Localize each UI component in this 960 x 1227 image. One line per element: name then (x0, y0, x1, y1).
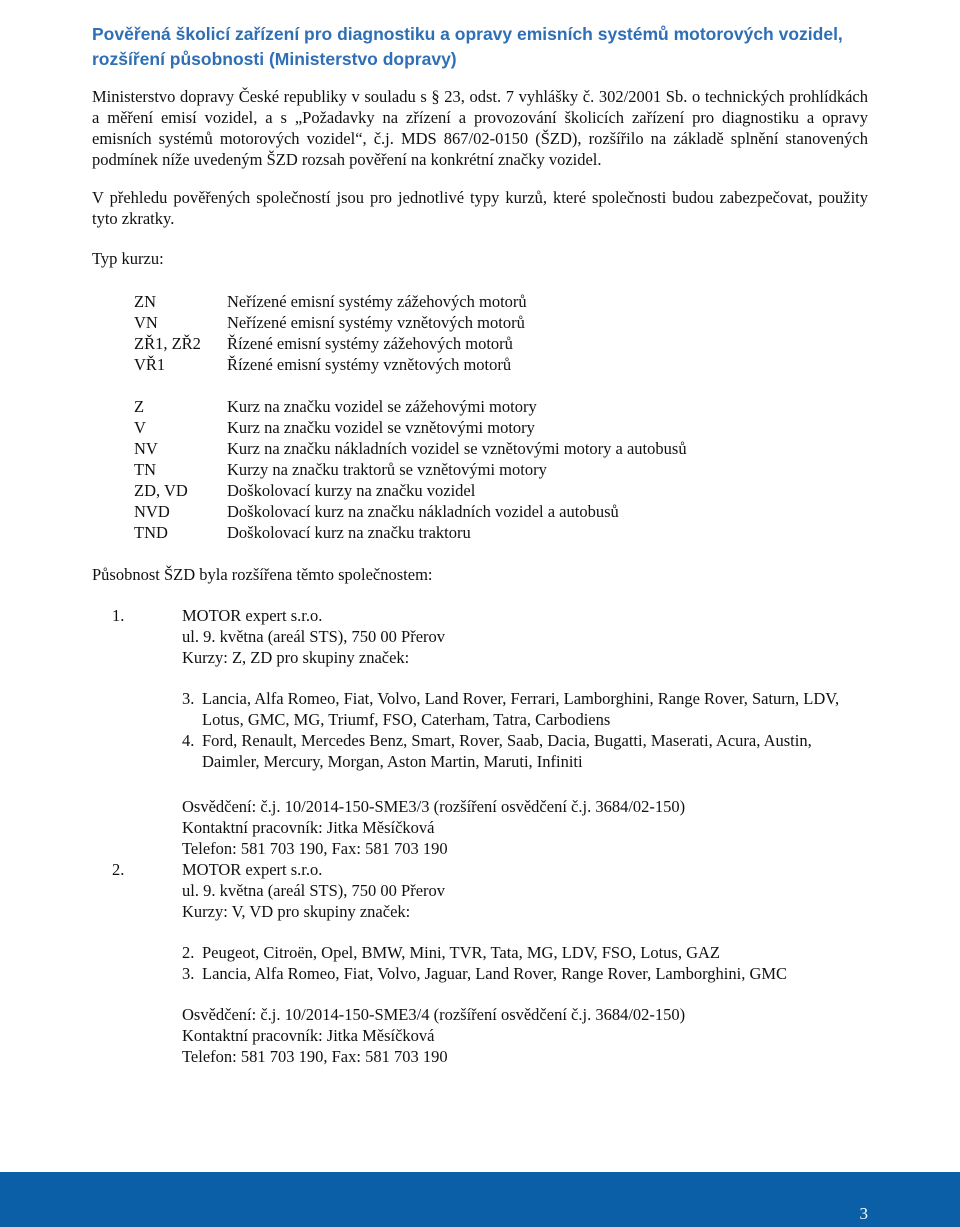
company-number: 2. (112, 860, 125, 879)
code-description: Kurz na značku vozidel se zážehovými motory (227, 397, 537, 416)
brand-group-brands: Lancia, Alfa Romeo, Fiat, Volvo, Jaguar, Land Rover, Range Rover, Lamborghini, GMC (202, 964, 788, 983)
footer-band (0, 1172, 960, 1227)
brand-group-number: 2. (182, 943, 195, 962)
code-row (134, 333, 868, 354)
code-description: Řízené emisní systémy vznětových motorů (227, 355, 512, 374)
company-name: MOTOR expert s.r.o. (182, 606, 323, 625)
code-row (134, 480, 868, 501)
company-name: MOTOR expert s.r.o. (182, 860, 323, 879)
code-row (134, 354, 868, 375)
code-description: Řízené emisní systémy zážehových motorů (227, 334, 513, 353)
brand-group-brands: Lancia, Alfa Romeo, Fiat, Volvo, Land Rover, Ferrari, Lamborghini, Range Rover, Saturn, LDV, Lotus, GMC, MG, Triumf, FSO, Caterham, Tatra, Carbodiens (202, 689, 840, 729)
course-code-legend (134, 291, 868, 543)
company-certificate: Osvědčení: č.j. 10/2014-150-SME3/3 (rozšíření osvědčení č.j. 3684/02-150) (182, 797, 686, 816)
brand-group-number: 4. (182, 731, 195, 750)
code-description: Kurz na značku vozidel se vznětovými motory (227, 418, 535, 437)
company-phone: Telefon: 581 703 190, Fax: 581 703 190 (182, 839, 448, 858)
brand-group (182, 942, 868, 963)
company-entry-2 (112, 859, 868, 1067)
code-row (134, 501, 868, 522)
code-description: Neřízené emisní systémy vznětových motorů (227, 313, 525, 332)
brand-group-number: 3. (182, 689, 195, 708)
brand-code-group (134, 396, 868, 543)
company-courses: Kurzy: Z, ZD pro skupiny značek: (182, 648, 410, 667)
code-abbreviation: VŘ1 (134, 355, 166, 374)
page-title (92, 22, 868, 72)
document-page (92, 22, 868, 1067)
company-number: 1. (112, 606, 125, 625)
code-row (134, 291, 868, 312)
emission-code-group (134, 291, 868, 375)
code-description: Kurz na značku nákladních vozidel se vznětovými motory a autobusů (227, 439, 687, 458)
course-type-label: Typ kurzu: (92, 249, 164, 268)
scope-intro: Působnost ŠZD byla rozšířena těmto společnostem: (92, 565, 433, 584)
code-row (134, 312, 868, 333)
code-abbreviation: TN (134, 460, 156, 479)
brand-group-number: 3. (182, 964, 195, 983)
code-abbreviation: Z (134, 397, 145, 416)
intro-paragraph: Ministerstvo dopravy České republiky v souladu s § 23, odst. 7 vyhlášky č. 302/2001 Sb. o technických prohlídkách a měření emisí vozidel, a s „Požadavky na zřízení a provozování školicích zařízení pro diagnostiku a opravy emisních systémů motorových vozidel“, č.j. MDS 867/02-0150 (ŠZD), rozšířilo na základě splnění stanovených podmínek níže uvedeným ŠZD rozsah pověření na konkrétní značky vozidel. (92, 87, 868, 169)
brand-group-brands: Ford, Renault, Mercedes Benz, Smart, Rover, Saab, Dacia, Bugatti, Maserati, Acura, Austin, Daimler, Mercury, Morgan, Aston Martin, Maruti, Infiniti (202, 731, 812, 771)
code-row (134, 459, 868, 480)
company-contact: Kontaktní pracovník: Jitka Měsíčková (182, 1026, 435, 1045)
code-row (134, 438, 868, 459)
code-abbreviation: V (134, 418, 146, 437)
overview-paragraph: V přehledu pověřených společností jsou pro jednotlivé typy kurzů, které společnosti budou zabezpečovat, použity tyto zkratky. (92, 188, 868, 228)
page-title-line-2: rozšíření působnosti (Ministerstvo dopravy) (92, 49, 457, 69)
code-abbreviation: ZN (134, 292, 156, 311)
code-abbreviation: ZD, VD (134, 481, 188, 500)
company-address: ul. 9. května (areál STS), 750 00 Přerov (182, 627, 446, 646)
code-description: Doškolovací kurz na značku nákladních vozidel a autobusů (227, 502, 619, 521)
code-row (134, 417, 868, 438)
code-description: Neřízené emisní systémy zážehových motorů (227, 292, 527, 311)
company-entry-1 (112, 605, 868, 859)
company-address: ul. 9. května (areál STS), 750 00 Přerov (182, 881, 446, 900)
company-contact: Kontaktní pracovník: Jitka Měsíčková (182, 818, 435, 837)
brand-group-brands: Peugeot, Citroën, Opel, BMW, Mini, TVR, Tata, MG, LDV, FSO, Lotus, GAZ (202, 943, 720, 962)
code-abbreviation: NVD (134, 502, 170, 521)
page-number: 3 (859, 1204, 868, 1223)
brand-group (182, 688, 868, 730)
code-abbreviation: TND (134, 523, 168, 542)
brand-group (182, 963, 868, 984)
code-description: Kurzy na značku traktorů se vznětovými motory (227, 460, 547, 479)
company-certificate: Osvědčení: č.j. 10/2014-150-SME3/4 (rozšíření osvědčení č.j. 3684/02-150) (182, 1005, 686, 1024)
company-courses: Kurzy: V, VD pro skupiny značek: (182, 902, 411, 921)
code-description: Doškolovací kurz na značku traktoru (227, 523, 471, 542)
code-abbreviation: VN (134, 313, 158, 332)
code-description: Doškolovací kurzy na značku vozidel (227, 481, 476, 500)
code-abbreviation: NV (134, 439, 158, 458)
code-row (134, 396, 868, 417)
company-phone: Telefon: 581 703 190, Fax: 581 703 190 (182, 1047, 448, 1066)
brand-group-list (182, 688, 868, 772)
brand-group-list (182, 942, 868, 984)
brand-group (182, 730, 868, 772)
code-row (134, 522, 868, 543)
code-abbreviation: ZŘ1, ZŘ2 (134, 334, 201, 353)
page-title-line-1: Pověřená školicí zařízení pro diagnostiku a opravy emisních systémů motorových vozidel, (92, 24, 843, 44)
